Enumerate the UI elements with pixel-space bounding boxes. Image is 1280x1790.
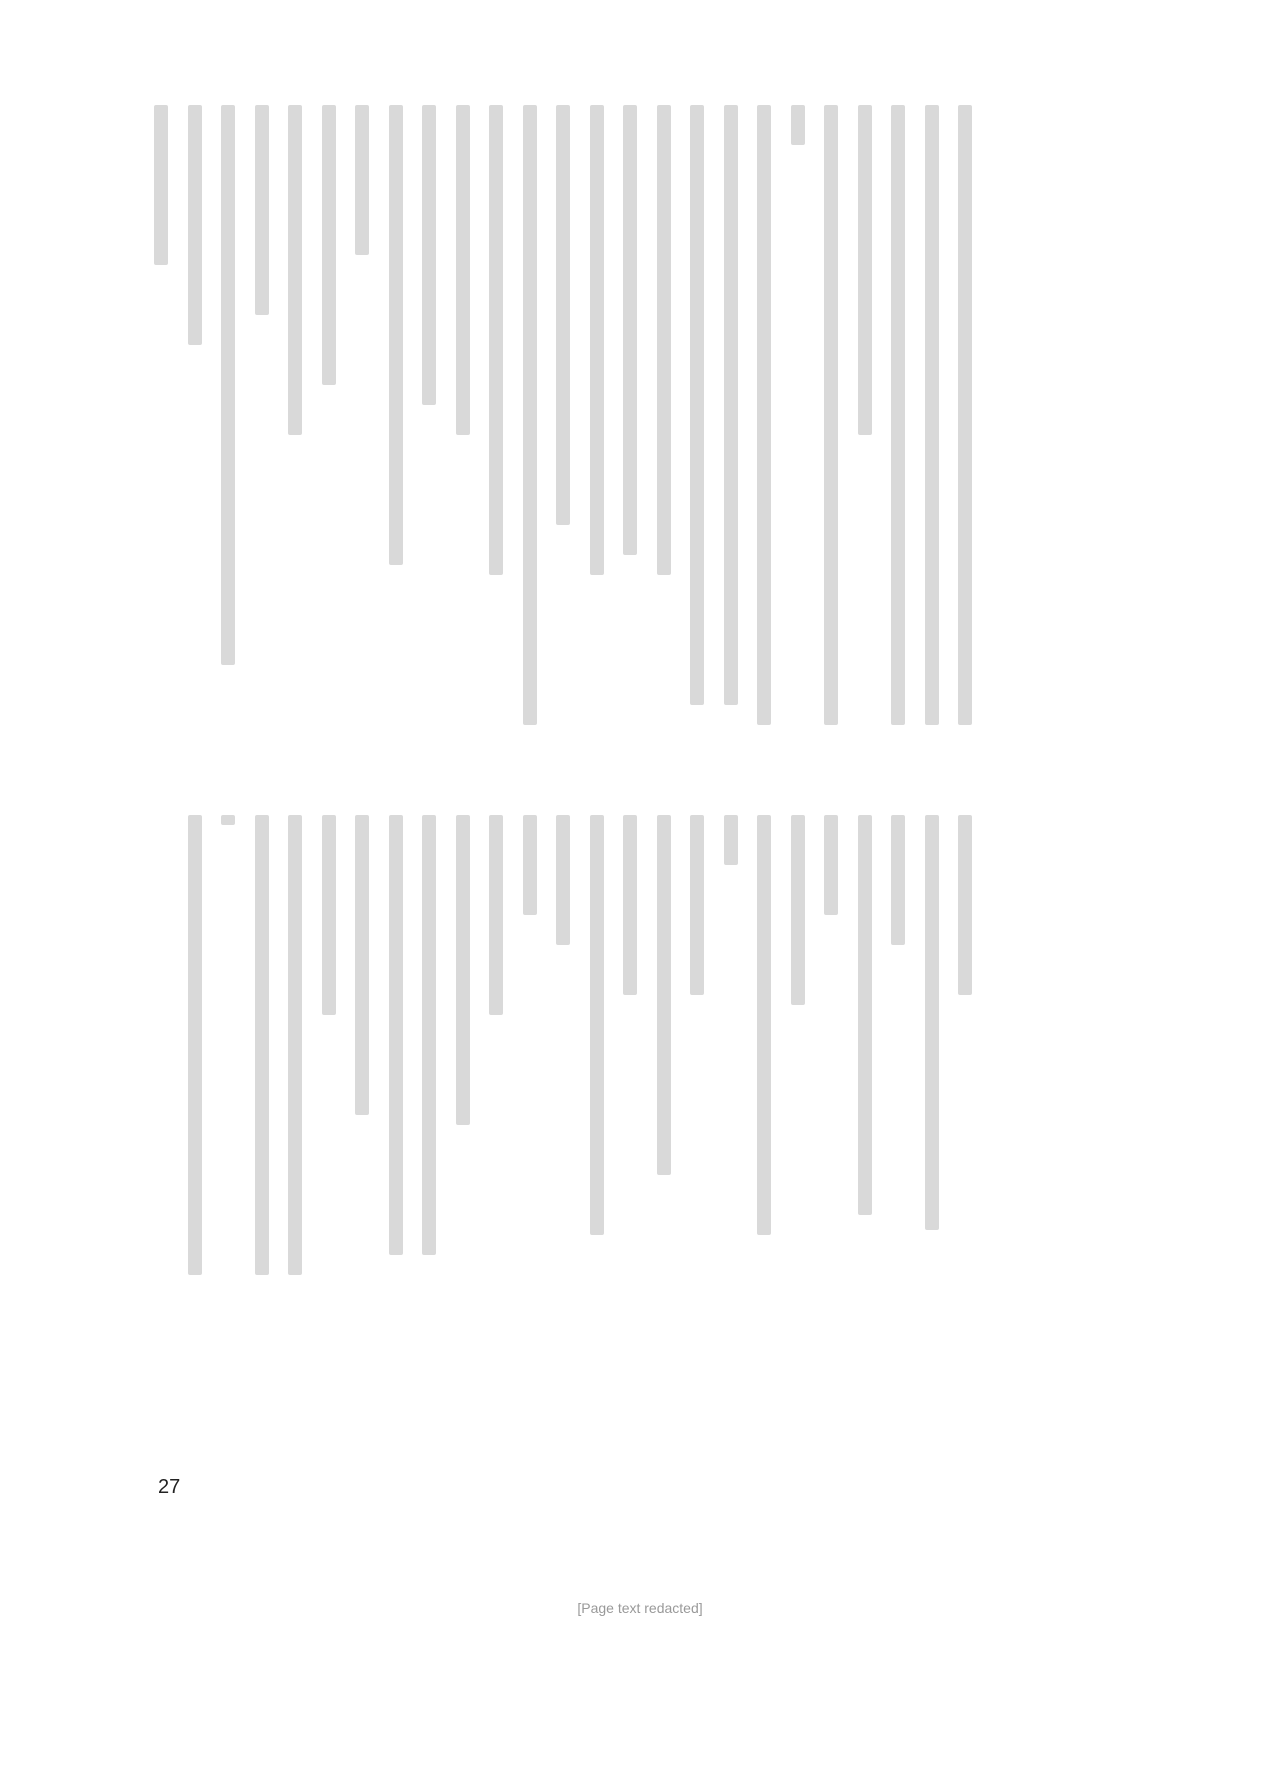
redacted-text-column <box>389 105 403 565</box>
redacted-text-column <box>255 105 269 315</box>
redacted-text-column <box>355 815 369 1115</box>
redacted-text-column <box>188 815 202 1275</box>
redacted-text-column <box>456 815 470 1125</box>
redacted-text-column <box>690 105 704 705</box>
redacted-text-column <box>188 105 202 345</box>
redacted-text-column <box>355 105 369 255</box>
redaction-notice: [Page text redacted] <box>577 1600 703 1616</box>
redacted-text-column <box>690 815 704 995</box>
redacted-text-column <box>724 105 738 705</box>
redacted-text-column <box>288 105 302 435</box>
redacted-text-column <box>791 815 805 1005</box>
redacted-text-column <box>757 815 771 1235</box>
redacted-text-column <box>623 815 637 995</box>
redacted-text-column <box>523 815 537 915</box>
redacted-text-column <box>456 105 470 435</box>
redacted-text-column <box>322 815 336 1015</box>
redacted-text-column <box>925 105 939 725</box>
redacted-text-column <box>556 105 570 525</box>
redacted-text-column <box>824 815 838 915</box>
redacted-text-column <box>489 815 503 1015</box>
redacted-text-column <box>322 105 336 385</box>
redacted-text-column <box>221 815 235 825</box>
redacted-text-column <box>221 105 235 665</box>
redacted-text-column <box>154 105 168 265</box>
redacted-text-column <box>958 105 972 725</box>
redacted-text-column <box>858 105 872 435</box>
redacted-text-column <box>757 105 771 725</box>
redacted-text-column <box>255 815 269 1275</box>
redacted-text-column <box>422 815 436 1255</box>
redacted-text-column <box>523 105 537 725</box>
redacted-text-column <box>858 815 872 1215</box>
redacted-text-column <box>791 105 805 145</box>
redacted-text-column <box>623 105 637 555</box>
redacted-text-column <box>590 105 604 575</box>
redacted-text-column <box>590 815 604 1235</box>
redacted-text-column <box>657 105 671 575</box>
redacted-text-column <box>556 815 570 945</box>
page-number: 27 <box>158 1476 181 1498</box>
redacted-text-column <box>958 815 972 995</box>
redacted-text-column <box>824 105 838 725</box>
redacted-text-column <box>389 815 403 1255</box>
redacted-text-column <box>724 815 738 865</box>
redacted-text-column <box>891 105 905 725</box>
redacted-text-column <box>925 815 939 1230</box>
redacted-text-column <box>891 815 905 945</box>
redacted-text-column <box>489 105 503 575</box>
redacted-text-column <box>657 815 671 1175</box>
redacted-text-column <box>422 105 436 405</box>
redacted-text-column <box>288 815 302 1275</box>
